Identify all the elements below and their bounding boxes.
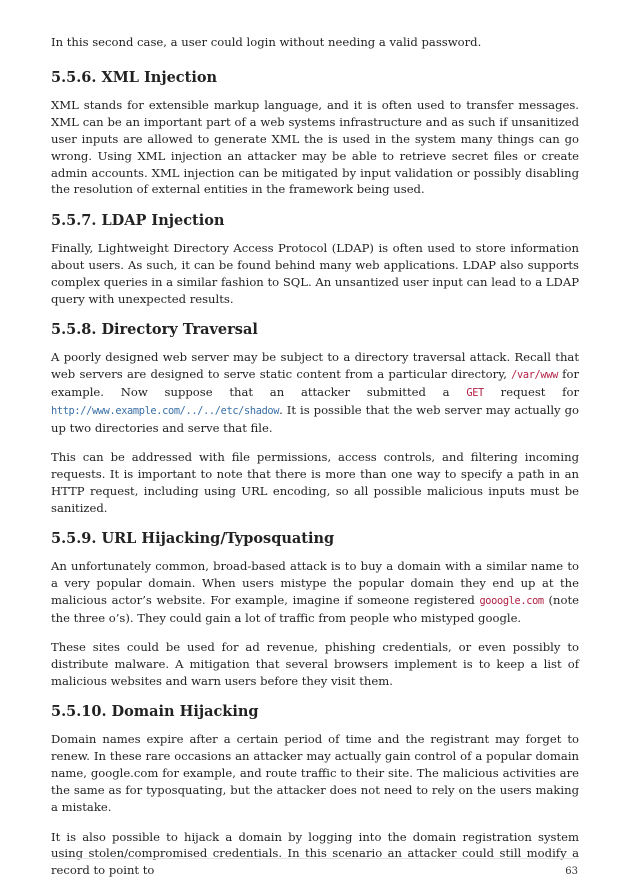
ldap-paragraph: Finally, Lightweight Directory Access Protocol (LDAP) is often used to store information about users. As such, it can be found behind many web applications. LDAP also supports complex queries in a similar fashion to SQL. An unsantized user input can lead to a LDAP query with unexpected results. — [51, 240, 579, 306]
code-gooogle: gooogle.com — [479, 594, 544, 607]
code-get: GET — [466, 386, 484, 399]
code-var-www: /var/www — [511, 368, 558, 381]
typosquat-text-b: (note the three o’s). They could gain a lot of traffic from people who mistyped google. — [51, 592, 579, 625]
traversal-paragraph-2: This can be addressed with file permissions, access controls, and filtering incoming requests. It is important to note that there is more than one way to specify a path in an HTTP request, including using URL encoding, so all possible malicious inputs must be sanitized. — [51, 450, 579, 515]
page-number: 63 — [565, 866, 578, 877]
heading-directory-traversal: 5.5.8. Directory Traversal — [51, 320, 258, 338]
page-content — [51, 34, 579, 892]
domain-paragraph-2: It is also possible to hijack a domain by logging into the domain registration system using stolen/compromised credentials. In this scenario an attacker could still modify a record to point to — [51, 829, 579, 878]
typosquat-paragraph-1 — [51, 558, 579, 627]
traversal-text-a: A poorly designed web server may be subject to a directory traversal attack. Recall that web servers are designed to serve static content from a particular directory, — [51, 349, 579, 381]
traversal-text-d: . It is possible that the web server may actually go up two directories and serve that file. — [51, 402, 579, 435]
typosquat-paragraph-2: These sites could be used for ad revenue, phishing credentials, or even possibly to distribute malware. A mitigation that several browsers implement is to keep a list of malicious websites and warn users before they visit them. — [51, 640, 579, 689]
xml-paragraph: XML stands for extensible markup language, and it is often used to transfer messages. XML can be an important part of a web systems infrastructure and as such if unsanitized user inputs are allowed to generate XML the is used in the system many things can go wrong. Using XML injection an attacker may be able to retrieve secret files or create admin accounts. XML injection can be mitigated by input validation or possibly disabling the resolution of external entities in the framework being used. — [51, 97, 579, 197]
traversal-paragraph-1 — [51, 349, 579, 437]
traversal-text-c: request for — [483, 384, 579, 399]
domain-paragraph-1: Domain names expire after a certain period of time and the registrant may forget to renew. In these rare occasions an attacker may actually gain control of a popular domain name, google.com for example, and route traffic to their site. The malicious activities are the same as for typosquating, but the attacker does not need to rely on the users making a mistake. — [51, 732, 579, 815]
traversal-text-b: for example. Now suppose that an attacker submitted a — [51, 366, 579, 399]
heading-url-hijacking: 5.5.9. URL Hijacking/Typosquating — [51, 530, 335, 548]
intro-paragraph: In this second case, a user could login without needing a valid password. — [51, 35, 482, 49]
heading-ldap-injection: 5.5.7. LDAP Injection — [51, 211, 225, 229]
heading-xml-injection: 5.5.6. XML Injection — [51, 68, 218, 86]
footer-divider — [51, 858, 579, 859]
code-traversal-url: http://www.example.com/../../etc/shadow — [51, 404, 280, 417]
typosquat-text-a: An unfortunately common, broad-based attack is to buy a domain with a similar name to a very popular domain. When users mistype the popular domain they end up at the malicious actor’s website. For example, imagine if someone registered — [51, 559, 579, 607]
heading-domain-hijacking: 5.5.10. Domain Hijacking — [51, 703, 259, 721]
